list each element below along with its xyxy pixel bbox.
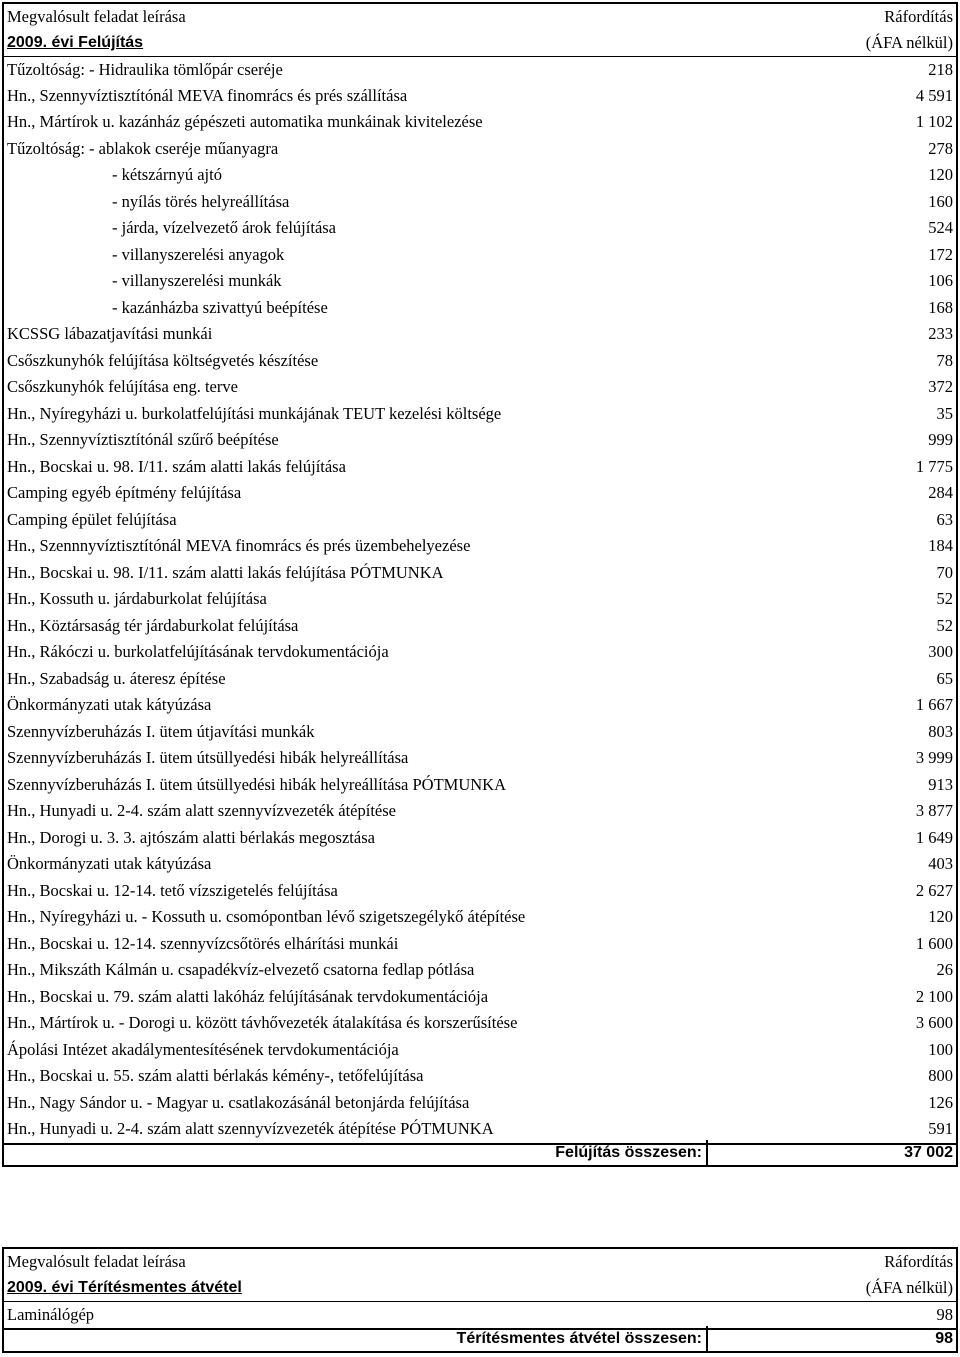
row-amount: 1 600 [915, 933, 953, 953]
row-description: - kétszárnyú ajtó [112, 165, 222, 185]
renovation-table [2, 2, 958, 1145]
table-row [4, 533, 956, 560]
row-amount: 1 775 [915, 456, 953, 476]
table-row [4, 560, 956, 587]
table-row [4, 480, 956, 507]
table-row [4, 851, 956, 878]
row-description: Hn., Nagy Sándor u. - Magyar u. csatlakozásánál betonjárda felújítása [7, 1092, 470, 1112]
row-description: Szennyvízberuházás I. ütem útjavítási munkák [7, 721, 315, 741]
row-description: Hn., Szabadság u. áteresz építése [7, 668, 226, 688]
table-row [4, 189, 956, 216]
table-row [4, 401, 956, 428]
row-description: Hn., Bocskai u. 79. szám alatti lakóház felújításának tervdokumentációja [7, 986, 489, 1006]
total-value: 98 [706, 1326, 958, 1353]
row-amount: 3 600 [915, 1013, 953, 1033]
row-amount: 168 [928, 297, 953, 317]
free-transfer-table [2, 1247, 958, 1330]
row-description: Hn., Bocskai u. 55. szám alatti bérlakás kémény-, tetőfelújítása [7, 1066, 424, 1086]
row-amount: 800 [928, 1066, 953, 1086]
row-amount: 70 [936, 562, 953, 582]
table-row [4, 507, 956, 534]
row-description: Csőszkunyhók felújítása eng. terve [7, 377, 238, 397]
row-description: Szennyvízberuházás I. ütem útsüllyedési hibák helyreállítása PÓTMUNKA [7, 774, 506, 794]
table-row [4, 666, 956, 693]
table-row [4, 957, 956, 984]
row-description: Hn., Bocskai u. 98. I/11. szám alatti lakás felújítása PÓTMUNKA [7, 562, 444, 582]
row-description: Hn., Rákóczi u. burkolatfelújításának tervdokumentációja [7, 642, 389, 662]
row-description: Hn., Nyíregyházi u. burkolatfelújítási munkájának TEUT kezelési költsége [7, 403, 502, 423]
row-description: Hn., Kossuth u. járdaburkolat felújítása [7, 589, 267, 609]
row-amount: 1 102 [915, 112, 953, 132]
table-row [4, 745, 956, 772]
table-body [4, 56, 956, 1143]
row-description: KCSSG lábazatjavítási munkái [7, 324, 213, 344]
row-amount: 2 627 [915, 880, 953, 900]
row-amount: 2 100 [915, 986, 953, 1006]
row-amount: 65 [936, 668, 953, 688]
row-description: - kazánházba szivattyú beépítése [112, 297, 328, 317]
row-description: Hn., Szennyvíztisztítónál szűrő beépítése [7, 430, 279, 450]
row-description: Camping egyéb építmény felújítása [7, 483, 242, 503]
row-description: Tűzoltóság: - Hidraulika tömlőpár cseréje [7, 59, 283, 79]
row-description: Hn., Mártírok u. kazánház gépészeti automatika munkáinak kivitelezése [7, 112, 483, 132]
table-row [4, 215, 956, 242]
table-row [4, 242, 956, 269]
header-vat-note: (ÁFA nélkül) [865, 1278, 953, 1297]
row-amount: 184 [928, 536, 953, 556]
row-description: Hn., Bocskai u. 98. I/11. szám alatti lakás felújítása [7, 456, 346, 476]
table-row [4, 1116, 956, 1143]
row-amount: 372 [928, 377, 953, 397]
row-amount: 78 [936, 350, 953, 370]
row-description: Hn., Mikszáth Kálmán u. csapadékvíz-elvezető csatorna fedlap pótlása [7, 960, 475, 980]
row-description: Laminálógép [7, 1304, 95, 1324]
table-row [4, 162, 956, 189]
table-body [4, 1301, 956, 1328]
table-row [4, 454, 956, 481]
total-label: Térítésmentes átvétel összesen: [2, 1326, 706, 1353]
table-row [4, 772, 956, 799]
row-amount: 52 [936, 589, 953, 609]
header-description-label: Megvalósult feladat leírása [7, 7, 186, 26]
table-row [4, 798, 956, 825]
row-amount: 35 [936, 403, 953, 423]
row-amount: 4 591 [915, 85, 953, 105]
table-row [4, 719, 956, 746]
table-row [4, 692, 956, 719]
row-amount: 160 [928, 191, 953, 211]
row-description: Hn., Köztársaság tér járdaburkolat felújítása [7, 615, 299, 635]
table-row [4, 639, 956, 666]
table-row [4, 586, 956, 613]
row-amount: 63 [936, 509, 953, 529]
table-row [4, 427, 956, 454]
row-amount: 278 [928, 138, 953, 158]
header-vat-note: (ÁFA nélkül) [865, 33, 953, 52]
row-amount: 300 [928, 642, 953, 662]
table-row [4, 348, 956, 375]
table-row [4, 321, 956, 348]
total-row [2, 1326, 958, 1353]
row-amount: 524 [928, 218, 953, 238]
row-amount: 120 [928, 907, 953, 927]
table-row [4, 1037, 956, 1064]
row-amount: 52 [936, 615, 953, 635]
row-description: Csőszkunyhók felújítása költségvetés készítése [7, 350, 319, 370]
table-row [4, 825, 956, 852]
table-header-row [4, 1249, 956, 1275]
row-description: Önkormányzati utak kátyúzása [7, 695, 212, 715]
row-description: Hn., Nyíregyházi u. - Kossuth u. csomópontban lévő szigetszegélykő átépítése [7, 907, 526, 927]
section-title: 2009. évi Felújítás [7, 34, 144, 51]
row-description: - nyílás törés helyreállítása [112, 191, 290, 211]
row-description: Hn., Dorogi u. 3. 3. ajtószám alatti bérlakás megosztása [7, 827, 375, 847]
total-row [2, 1140, 958, 1167]
table-row [4, 83, 956, 110]
table-row [4, 878, 956, 905]
row-description: Ápolási Intézet akadálymentesítésének tervdokumentációja [7, 1039, 399, 1059]
row-amount: 913 [928, 774, 953, 794]
table-row [4, 1010, 956, 1037]
row-description: - járda, vízelvezető árok felújítása [112, 218, 337, 238]
row-description: Hn., Hunyadi u. 2-4. szám alatt szennyvízvezeték átépítése PÓTMUNKA [7, 1119, 494, 1139]
row-amount: 1 649 [915, 827, 953, 847]
table-row [4, 931, 956, 958]
table-row [4, 1090, 956, 1117]
row-amount: 106 [928, 271, 953, 291]
row-amount: 233 [928, 324, 953, 344]
table-row [4, 1301, 956, 1328]
table-row [4, 904, 956, 931]
table-row [4, 295, 956, 322]
row-amount: 284 [928, 483, 953, 503]
section-title: 2009. évi Térítésmentes átvétel [7, 1279, 242, 1296]
header-description-label: Megvalósult feladat leírása [7, 1252, 186, 1271]
row-amount: 218 [928, 59, 953, 79]
row-amount: 172 [928, 244, 953, 264]
table-row [4, 56, 956, 83]
row-amount: 3 877 [915, 801, 953, 821]
header-cost-label: Ráfordítás [884, 1252, 953, 1271]
row-description: Hn., Szennnyvíztisztítónál MEVA finomrács és prés üzembehelyezése [7, 536, 471, 556]
row-description: - villanyszerelési munkák [112, 271, 282, 291]
table-row [4, 613, 956, 640]
row-amount: 403 [928, 854, 953, 874]
row-amount: 3 999 [915, 748, 953, 768]
table-row [4, 374, 956, 401]
total-label: Felújítás összesen: [2, 1140, 706, 1167]
row-amount: 591 [928, 1119, 953, 1139]
row-amount: 120 [928, 165, 953, 185]
table-subheader-row [4, 1275, 956, 1301]
table-row [4, 1063, 956, 1090]
row-description: Szennyvízberuházás I. ütem útsüllyedési hibák helyreállítása [7, 748, 409, 768]
table-header-row [4, 4, 956, 30]
row-amount: 126 [928, 1092, 953, 1112]
row-amount: 100 [928, 1039, 953, 1059]
table-row [4, 984, 956, 1011]
row-description: Hn., Mártírok u. - Dorogi u. között távhővezeték átalakítása és korszerűsítése [7, 1013, 518, 1033]
row-description: - villanyszerelési anyagok [112, 244, 285, 264]
row-description: Tűzoltóság: - ablakok cseréje műanyagra [7, 138, 279, 158]
row-description: Önkormányzati utak kátyúzása [7, 854, 212, 874]
total-value: 37 002 [706, 1140, 958, 1167]
row-amount: 26 [936, 960, 953, 980]
row-amount: 999 [928, 430, 953, 450]
row-description: Camping épület felújítása [7, 509, 177, 529]
row-description: Hn., Bocskai u. 12-14. szennyvízcsőtörés elhárítási munkái [7, 933, 399, 953]
table-row [4, 268, 956, 295]
row-description: Hn., Szennyvíztisztítónál MEVA finomrács és prés szállítása [7, 85, 408, 105]
row-amount: 1 667 [915, 695, 953, 715]
table-row [4, 109, 956, 136]
row-amount: 98 [936, 1304, 953, 1324]
table-row [4, 136, 956, 163]
row-description: Hn., Bocskai u. 12-14. tető vízszigetelés felújítása [7, 880, 338, 900]
header-cost-label: Ráfordítás [884, 7, 953, 26]
row-amount: 803 [928, 721, 953, 741]
table-subheader-row [4, 30, 956, 56]
row-description: Hn., Hunyadi u. 2-4. szám alatt szennyvízvezeték átépítése [7, 801, 396, 821]
